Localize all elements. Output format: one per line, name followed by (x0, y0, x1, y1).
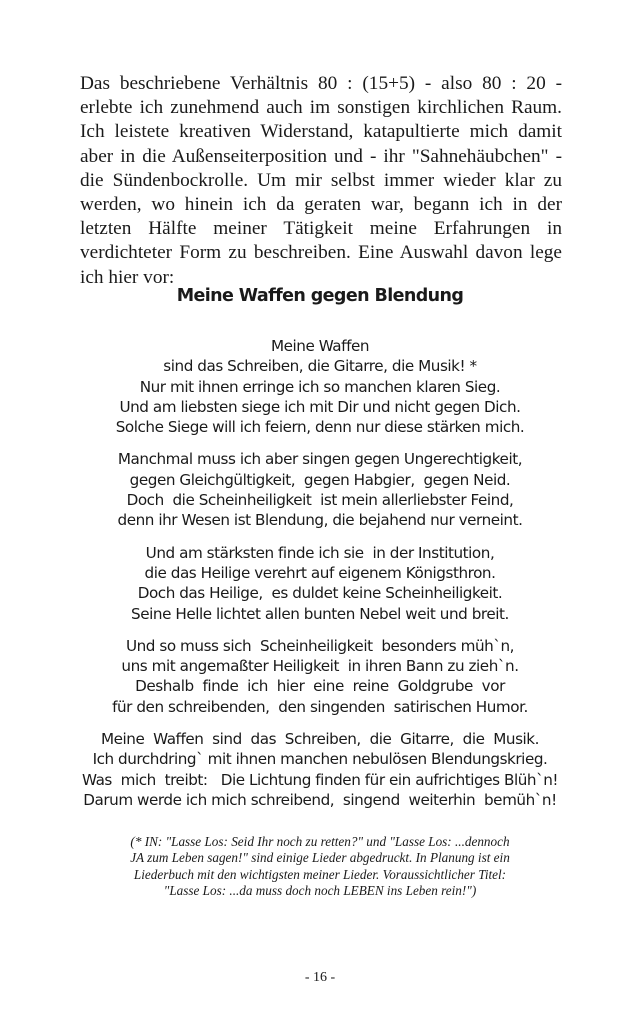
intro-text (80, 72, 562, 290)
poem-stanza-4 (70, 636, 570, 717)
poem-line: Meine Waffen (270, 337, 370, 355)
poem-stanza-2 (70, 449, 570, 530)
poem-stanza-3 (70, 543, 570, 624)
poem-line: denn ihr Wesen ist Blendung, die bejahend nur verneint. (117, 511, 523, 530)
poem-stanza-1 (70, 336, 570, 437)
poem-line: Doch das Heilige, es duldet keine Scheinheiligkeit. (137, 584, 503, 603)
poem-line: Was mich treibt: Die Lichtung finden für ein aufrichtiges Blüh`n! (81, 770, 559, 789)
poem-line: Deshalb finde ich hier eine reine Goldgrube vor (135, 677, 505, 696)
poem-line: sind das Schreiben, die Gitarre, die Musik! * (163, 357, 477, 376)
poem-title: Meine Waffen gegen Blendung (176, 286, 464, 306)
poem-line: uns mit angemaßter Heiligkeit in ihren Bann zu zieh`n. (121, 657, 519, 676)
poem-line: Seine Helle lichtet allen bunten Nebel weit und breit. (131, 604, 509, 623)
poem-line: Doch die Scheinheiligkeit ist mein allerliebster Feind, (126, 491, 514, 510)
poem-line: Meine Waffen sind das Schreiben, die Gitarre, die Musik. (100, 730, 540, 749)
poem-line: Und am stärksten finde ich sie in der Institution, (145, 543, 495, 562)
page-number: - 16 - (304, 970, 336, 985)
footnote-line: Liederbuch mit den wichtigsten meiner Lieder. Voraussichtlicher Titel: (133, 866, 507, 882)
poem-line: Darum werde ich mich schreibend, singend weiterhin bemüh`n! (83, 790, 557, 809)
poem-line: Solche Siege will ich feiern, denn nur diese stärken mich. (115, 418, 525, 437)
poem (70, 284, 570, 822)
poem-stanza-5 (70, 729, 570, 810)
footnote-line: (* IN: "Lasse Los: Seid Ihr noch zu retten?" und "Lasse Los: ...dennoch (130, 834, 510, 849)
poem-line: Ich durchdring` mit ihnen manchen nebulösen Blendungskrieg. (92, 750, 548, 769)
poem-line: Und so muss sich Scheinheiligkeit besonders müh`n, (125, 636, 515, 655)
poem-line: die das Heilige verehrt auf eigenem Königsthron. (144, 563, 496, 582)
poem-line: für den schreibenden, den singenden satirischen Humor. (112, 697, 528, 716)
poem-line: Manchmal muss ich aber singen gegen Ungerechtigkeit, (117, 450, 523, 469)
poem-line: Nur mit ihnen erringe ich so manchen klaren Sieg. (139, 377, 501, 396)
footnote (80, 834, 560, 900)
poem-line: Und am liebsten siege ich mit Dir und nicht gegen Dich. (119, 397, 521, 416)
footnote-line: JA zum Leben sagen!" sind einige Lieder abgedruckt. In Planung ist ein (130, 850, 510, 866)
intro-paragraph: Das beschriebene Verhältnis 80 : (15+5) - also 80 : 20 - erlebte ich zunehmend auch im sonstigen kirchlichen Raum. Ich leistete kreativen Widerstand, katapultierte mich damit aber in die Außenseiterposition und - ihr "Sahnehäubchen" - die Sündenbockrolle. Um mir selbst immer wieder klar zu werden, wo hinein ich da geraten war, begann ich in der letzten Hälfte meiner Tätigkeit meine Erfahrungen in verdichteter Form zu beschreiben. Eine Auswahl davon lege ich hier vor: (80, 73, 562, 288)
poem-line: gegen Gleichgültigkeit, gegen Habgier, gegen Neid. (129, 470, 511, 489)
footnote-line: "Lasse Los: ...da muss doch noch LEBEN ins Leben rein!") (163, 883, 477, 899)
